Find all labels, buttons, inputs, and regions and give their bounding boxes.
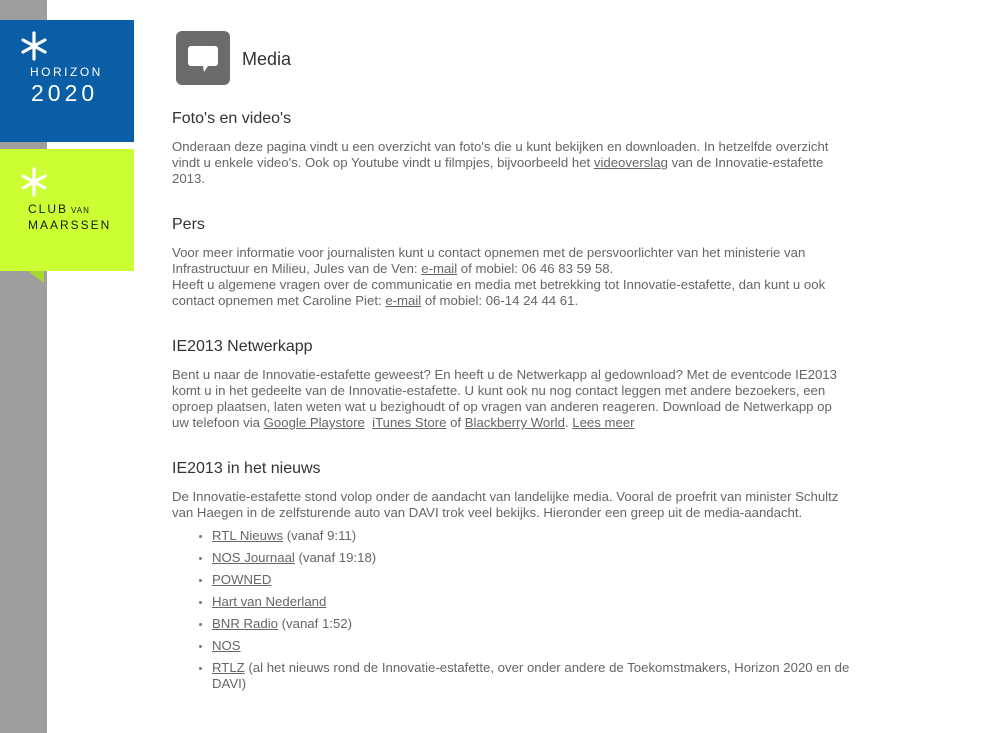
news-link[interactable]: RTL Nieuws bbox=[212, 528, 284, 543]
list-item bbox=[212, 660, 852, 692]
section-text bbox=[172, 367, 852, 431]
email-link-caroline[interactable]: e-mail bbox=[385, 293, 422, 308]
section-fotos bbox=[172, 108, 852, 187]
horizon-word: HORIZON bbox=[30, 65, 103, 79]
section-nieuws bbox=[172, 458, 852, 692]
club-line2: MAARSSEN bbox=[28, 218, 112, 232]
videoverslag-link[interactable]: videoverslag bbox=[593, 155, 668, 170]
section-text bbox=[172, 139, 852, 187]
news-link[interactable]: POWNED bbox=[212, 572, 272, 587]
section-heading: Foto's en video's bbox=[172, 110, 292, 127]
text-fragment: Heeft u algemene vragen over de communicatie en media met betrekking tot Innovatie-estafette, dan kunt u ook contact opnemen met Caroline Piet: bbox=[172, 277, 826, 308]
text-fragment: Onderaan deze pagina vindt u een overzicht van foto's die u kunt bekijken en downloaden. In hetzelfde overzicht vindt u enkele video's. Ook op Youtube vindt u filmpjes, bijvoorbeeld het bbox=[172, 139, 829, 170]
news-link[interactable]: RTLZ bbox=[212, 660, 245, 675]
itunes-store-link[interactable]: iTunes Store bbox=[372, 415, 447, 430]
text-fragment: . bbox=[564, 415, 573, 430]
news-link[interactable]: NOS Journaal bbox=[212, 550, 295, 565]
list-item bbox=[212, 638, 852, 654]
section-heading: IE2013 Netwerkapp bbox=[172, 338, 313, 355]
news-list bbox=[172, 528, 852, 692]
horizon-2020-logo[interactable] bbox=[0, 20, 134, 142]
club-word: CLUB bbox=[28, 202, 69, 216]
text-fragment: van de Innovatie-estafette 2013. bbox=[172, 155, 824, 186]
blackberry-world-link[interactable]: Blackberry World bbox=[464, 415, 565, 430]
text-fragment: Voor meer informatie voor journalisten kunt u contact opnemen met de persvoorlichter van het ministerie van Infrastructuur en Milieu, Jules van de Ven: bbox=[172, 245, 806, 276]
club-line1 bbox=[28, 202, 90, 216]
news-link[interactable]: BNR Radio bbox=[212, 616, 278, 631]
news-link[interactable]: NOS bbox=[212, 638, 241, 653]
asterisk-star-icon bbox=[19, 31, 49, 61]
news-note: (vanaf 19:18) bbox=[294, 550, 377, 565]
news-link[interactable]: Hart van Nederland bbox=[212, 594, 327, 609]
lees-meer-link[interactable]: Lees meer bbox=[572, 415, 635, 430]
section-netwerkapp bbox=[172, 336, 852, 431]
list-item bbox=[212, 528, 852, 544]
text-fragment: of mobiel: 06-14 24 44 61. bbox=[421, 293, 579, 308]
email-link-jules[interactable]: e-mail bbox=[421, 261, 458, 276]
text-fragment: Bent u naar de Innovatie-estafette geweest? En heeft u de Netwerkapp al gedownload? Met de eventcode IE2013 komt u in het gedeelte van de Innovatie-estafette. U kunt ook nu nog contact leggen met andere bezoekers, een oproep plaatsen, laten weten wat u bezighoudt of op vragen van anderen reageren. Download de Netwerkapp op uw telefoon via bbox=[172, 367, 837, 430]
page-title: Media bbox=[242, 49, 292, 69]
section-text bbox=[172, 245, 852, 309]
club-van-maarssen-logo[interactable] bbox=[0, 149, 134, 271]
section-heading: Pers bbox=[172, 216, 205, 233]
list-item bbox=[212, 572, 852, 588]
asterisk-star-icon bbox=[19, 167, 49, 197]
list-item bbox=[212, 616, 852, 632]
ribbon-tail bbox=[28, 271, 44, 283]
section-text: De Innovatie-estafette stond volop onder de aandacht van landelijke media. Vooral de proefrit van minister Schultz van Haegen in de zelfsturende auto van DAVI trok veel bekijks. Hieronder een greep uit de media-aandacht. bbox=[172, 489, 839, 520]
section-heading: IE2013 in het nieuws bbox=[172, 460, 321, 477]
text-fragment: of mobiel: 06 46 83 59 58. bbox=[457, 261, 614, 276]
list-item bbox=[212, 550, 852, 566]
news-note: (vanaf 1:52) bbox=[277, 616, 353, 631]
google-playstore-link[interactable]: Google Playstore bbox=[263, 415, 365, 430]
news-note: (vanaf 9:11) bbox=[283, 528, 357, 543]
section-pers bbox=[172, 214, 852, 309]
speech-bubble-icon bbox=[176, 31, 230, 85]
text-fragment: of bbox=[446, 415, 465, 430]
main-content bbox=[172, 108, 852, 719]
list-item bbox=[212, 594, 852, 610]
horizon-year: 2020 bbox=[31, 80, 99, 106]
news-note: (al het nieuws rond de Innovatie-estafette, over onder andere de Toekomstmakers, Horizon 2020 en de DAVI) bbox=[212, 660, 850, 691]
club-van-word: VAN bbox=[71, 206, 90, 215]
